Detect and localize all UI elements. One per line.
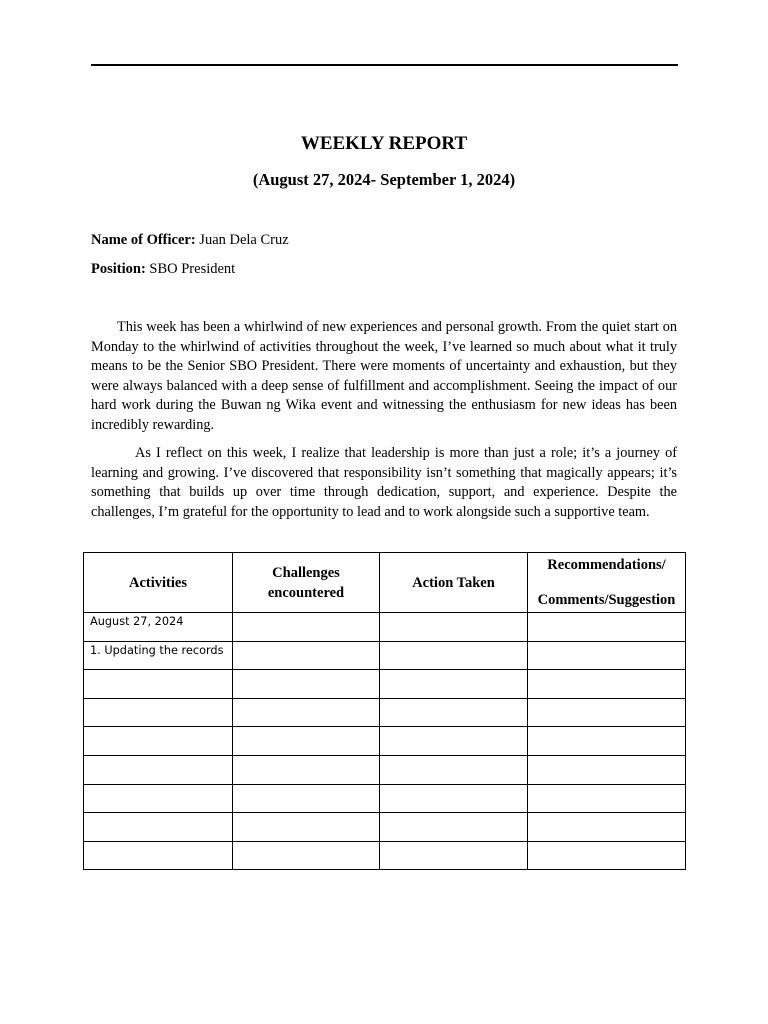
activity-cell: 1. Updating the records [84,641,233,670]
report-title: WEEKLY REPORT [300,133,468,154]
table-row [84,784,686,813]
challenge-cell [233,613,380,642]
table-row [84,613,686,642]
activity-cell [84,784,233,813]
reflection-paragraph-2: As I reflect on this week, I realize that leadership is more than just a role; it’s a journey of learning and growing. I’ve discovered that responsibility isn’t something that magically appears; it’s something that builds up over time through dedication, support, and experience. Despite the challenges, I’m grateful for the opportunity to lead and to work alongside such a supportive team. [91,445,677,520]
officer-position-value: SBO President [145,261,236,277]
challenge-cell [233,670,380,699]
recommendation-cell [528,784,686,813]
action-cell [380,841,528,870]
recommendation-cell [528,670,686,699]
action-cell [380,670,528,699]
officer-name-field [91,231,289,249]
header-activities [84,553,233,613]
report-date-range: (August 27, 2024- September 1, 2024) [252,170,516,189]
action-cell [380,755,528,784]
challenge-cell [233,727,380,756]
action-cell [380,813,528,842]
activity-cell [84,698,233,727]
header-activities-label: Activities [129,574,187,591]
recommendation-cell [528,613,686,642]
challenge-cell [233,698,380,727]
table-row [84,813,686,842]
header-challenges [233,553,380,613]
officer-name-label: Name of Officer: [91,232,196,248]
recommendation-cell [528,641,686,670]
challenge-cell [233,841,380,870]
header-recommendations [528,553,686,613]
table-row [84,841,686,870]
activity-cell [84,813,233,842]
table-row [84,727,686,756]
action-cell [380,641,528,670]
header-recommendations-line1: Recommendations/ [547,557,666,573]
table-row [84,641,686,670]
officer-position-field [91,260,235,278]
reflection-paragraph-1: This week has been a whirlwind of new experiences and personal growth. From the quiet start on Monday to the whirlwind of activities throughout the week, I’ve learned so much about what it truly means to be the Senior SBO President. There were moments of uncertainty and exhaustion, but they were always balanced with a deep sense of fulfillment and accomplishment. Seeing the impact of our hard work during the Buwan ng Wika event and witnessing the enthusiasm for new ideas has been incredibly rewarding. [91,319,677,433]
action-cell [380,727,528,756]
header-challenges-line1: Challenges [272,564,340,581]
action-cell [380,784,528,813]
header-action-label: Action Taken [412,574,495,591]
table-body [84,613,686,870]
recommendation-cell [528,841,686,870]
header-recommendations-line2: Comments/Suggestion [537,592,676,608]
recommendation-cell [528,755,686,784]
activity-cell: August 27, 2024 [84,613,233,642]
activity-cell [84,670,233,699]
table-row [84,670,686,699]
recommendation-cell [528,727,686,756]
officer-position-label: Position: [91,261,146,277]
challenge-cell [233,813,380,842]
header-action-taken [380,553,528,613]
table-header-row [84,553,686,613]
activities-table [83,552,686,870]
header-rule [91,64,678,66]
challenge-cell [233,641,380,670]
table-row [84,755,686,784]
activity-cell [84,727,233,756]
action-cell [380,698,528,727]
table-row [84,698,686,727]
activity-cell [84,841,233,870]
challenge-cell [233,784,380,813]
activity-cell [84,755,233,784]
action-cell [380,613,528,642]
recommendation-cell [528,813,686,842]
officer-name-value: Juan Dela Cruz [195,232,289,248]
header-challenges-line2: encountered [267,584,345,601]
recommendation-cell [528,698,686,727]
challenge-cell [233,755,380,784]
